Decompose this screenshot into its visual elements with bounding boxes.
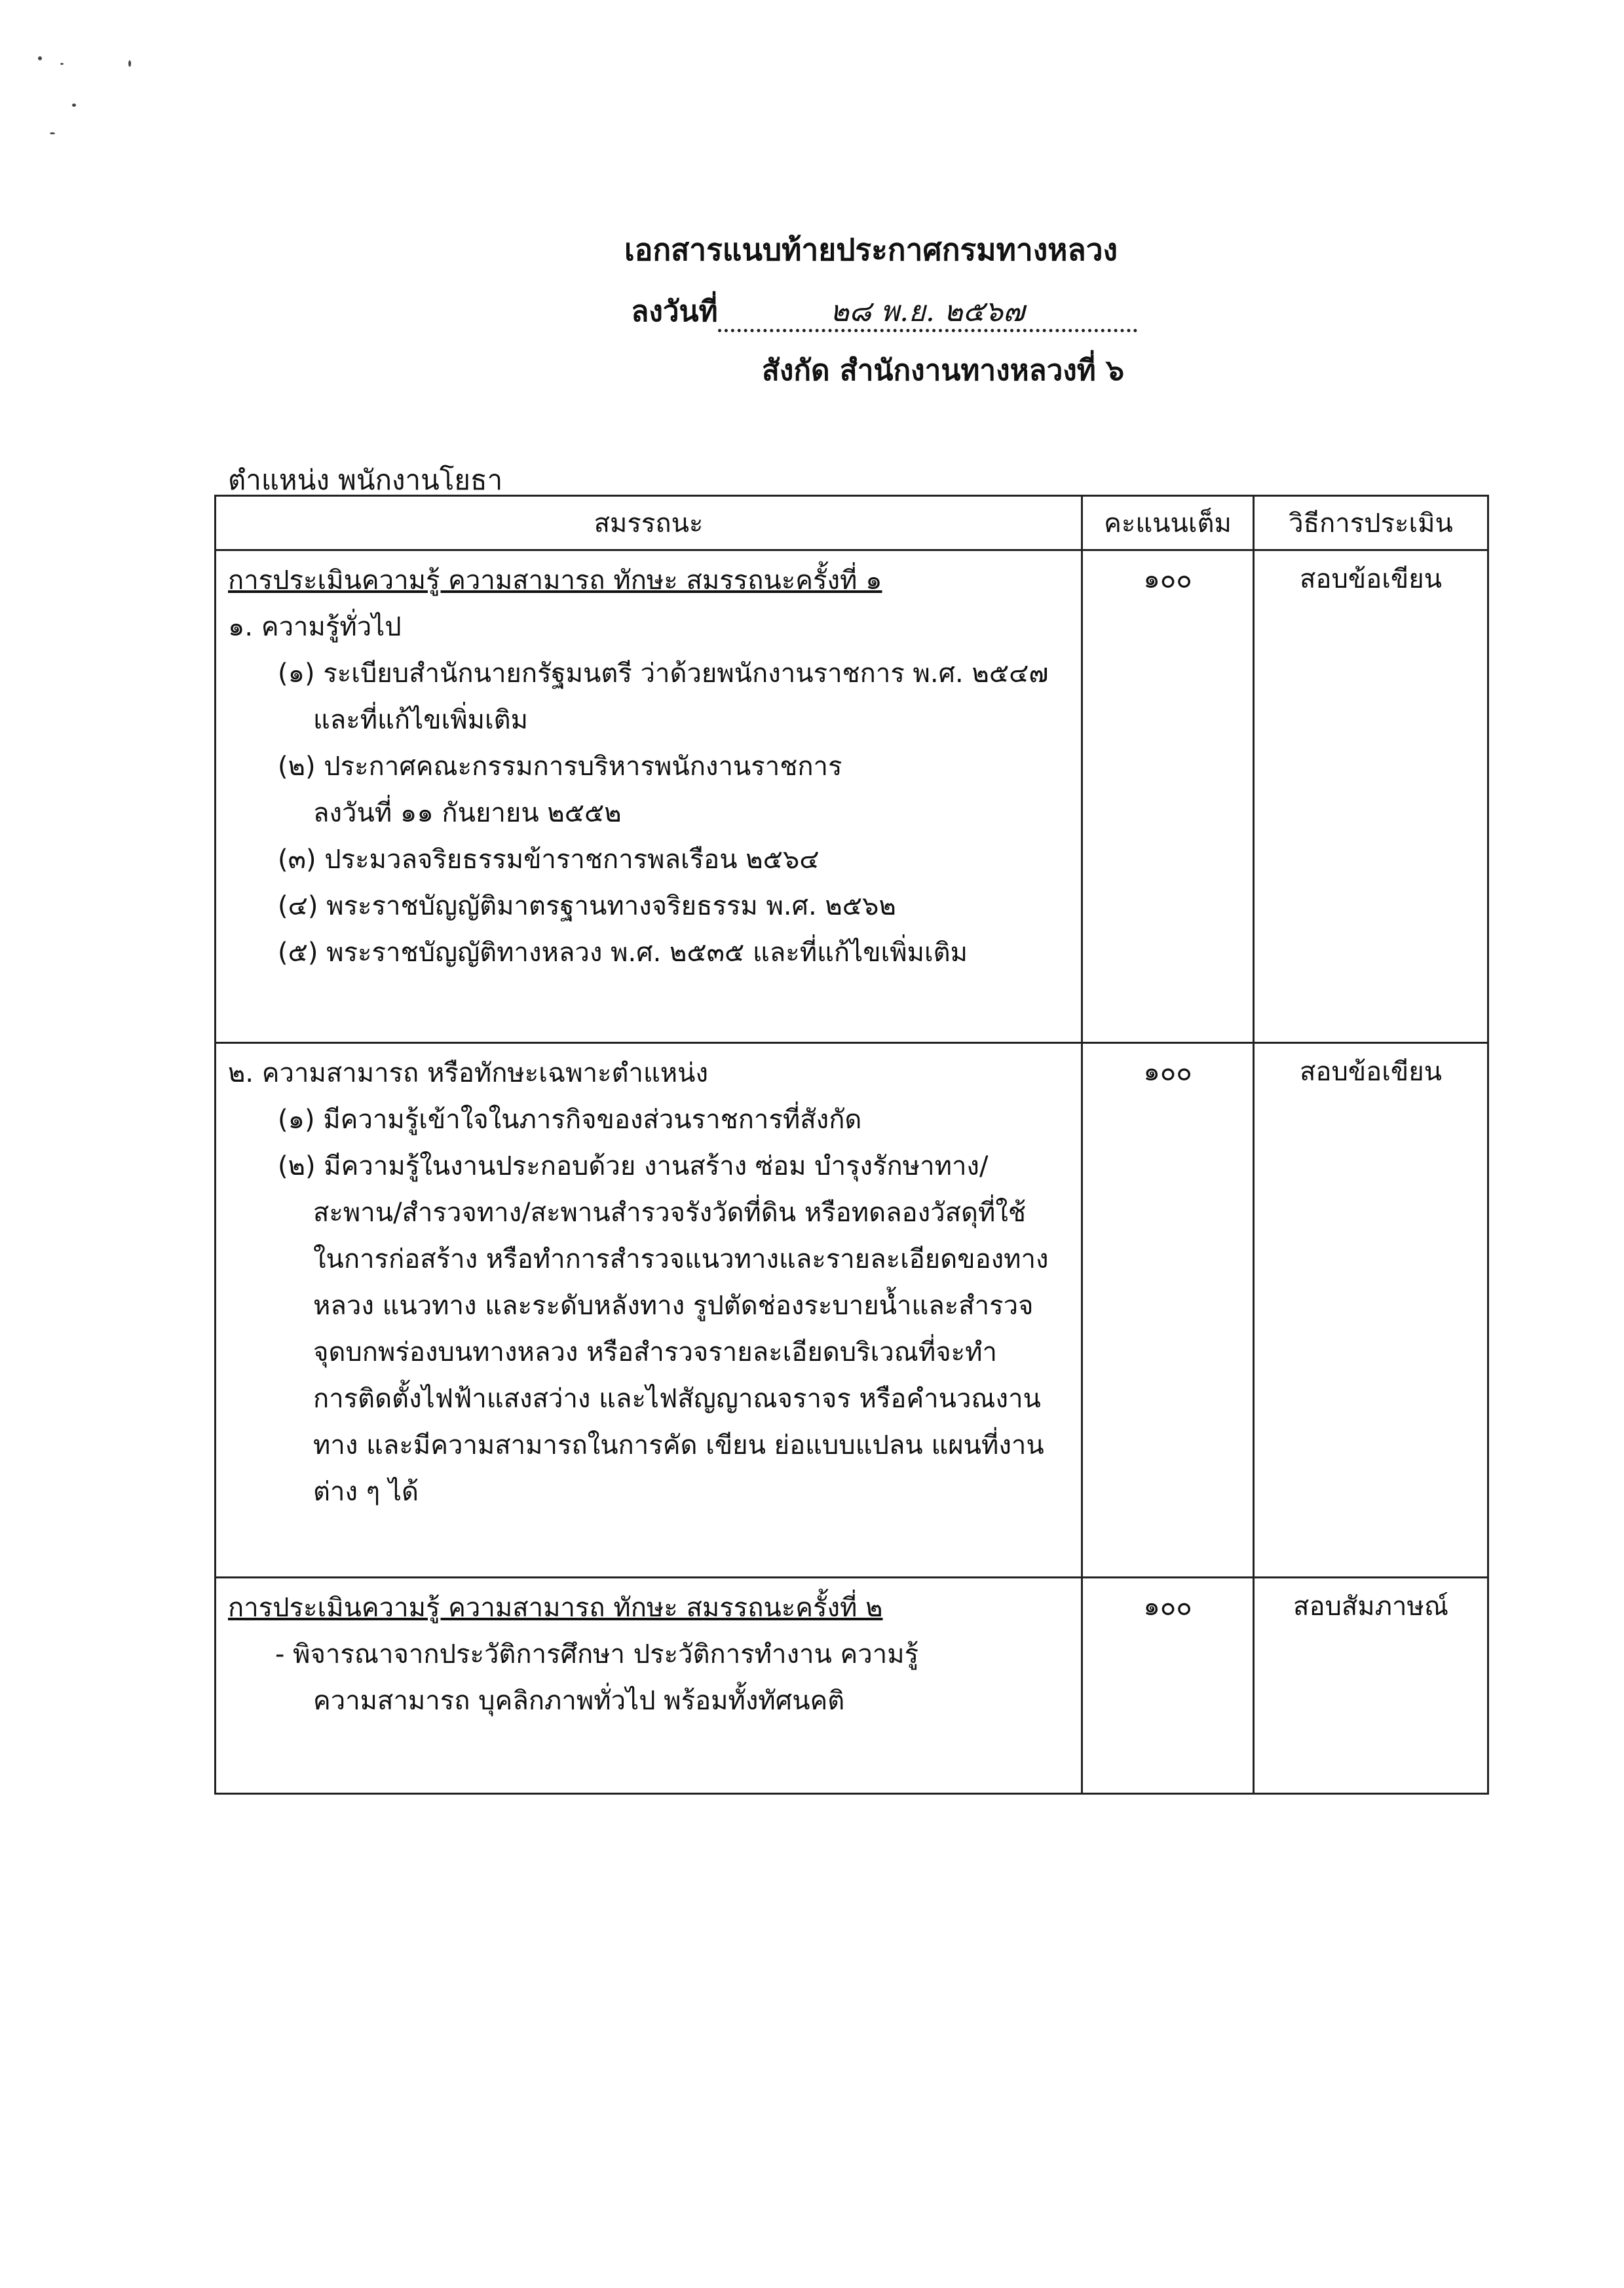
section-general-knowledge: ๑. ความรู้ทั่วไป (228, 612, 402, 642)
scan-speck (128, 60, 131, 67)
competency-cell (216, 550, 1082, 1043)
table-row (216, 1043, 1488, 1578)
scan-speck (72, 104, 76, 107)
table-row (216, 550, 1488, 1043)
full-score: ๑๐๐ (1082, 1043, 1254, 1578)
list-item: (๒) ประกาศคณะกรรมการบริหารพนักงานราชการ (278, 752, 842, 782)
list-item: และที่แก้ไขเพิ่มเติม (313, 705, 529, 735)
table-row (216, 1578, 1488, 1794)
header-full-score: คะแนนเต็ม (1082, 496, 1254, 550)
list-item: ต่าง ๆ ได้ (313, 1477, 419, 1507)
header-method: วิธีการประเมิน (1254, 496, 1488, 550)
list-item: (๑) ระเบียบสำนักนายกรัฐมนตรี ว่าด้วยพนักงานราชการ พ.ศ. ๒๕๔๗ (278, 658, 1049, 689)
list-item: (๒) มีความรู้ในงานประกอบด้วย งานสร้าง ซ่อม บำรุงรักษาทาง/ (278, 1151, 989, 1181)
list-item: ความสามารถ บุคลิกภาพทั่วไป พร้อมทั้งทัศนคติ (313, 1686, 845, 1716)
list-item: (๑) มีความรู้เข้าใจในภารกิจของส่วนราชการที่สังกัด (278, 1105, 862, 1135)
assessment-method: สอบสัมภาษณ์ (1254, 1578, 1488, 1794)
competency-table (214, 495, 1489, 1795)
scan-speck (38, 56, 42, 60)
date-handwritten: ๒๘ พ.ย. ๒๕๖๗ (718, 295, 1137, 332)
document-date (72, 288, 1624, 334)
competency-cell (216, 1043, 1082, 1578)
list-item: การติดตั้งไฟฟ้าแสงสว่าง และไฟสัญญาณจราจร หรือคำนวณงาน (313, 1384, 1041, 1414)
scan-speck (50, 132, 55, 134)
scan-speck (60, 63, 64, 65)
full-score: ๑๐๐ (1082, 1578, 1254, 1794)
position-title: ตำแหน่ง พนักงานโยธา (228, 464, 503, 496)
section-specific-skills: ๒. ความสามารถ หรือทักษะเฉพาะตำแหน่ง (228, 1058, 708, 1088)
assessment-method: สอบข้อเขียน (1254, 1043, 1488, 1578)
list-item: จุดบกพร่องบนทางหลวง หรือสำรวจรายละเอียดบริเวณที่จะทำ (313, 1337, 997, 1367)
list-item: (๓) ประมวลจริยธรรมข้าราชการพลเรือน ๒๕๖๔ (278, 845, 820, 875)
list-item: (๕) พระราชบัญญัติทางหลวง พ.ศ. ๒๕๓๕ และที่แก้ไขเพิ่มเติม (278, 938, 968, 968)
list-item: สะพาน/สำรวจทาง/สะพานสำรวจรังวัดที่ดิน หรือทดลองวัสดุที่ใช้ (313, 1198, 1027, 1228)
date-label: ลงวันที่ (631, 295, 718, 328)
list-item: ทาง และมีความสามารถในการคัด เขียน ย่อแบบแปลน แผนที่งาน (313, 1430, 1044, 1460)
competency-cell (216, 1578, 1082, 1794)
assessment-method: สอบข้อเขียน (1254, 550, 1488, 1043)
assessment-heading-2: การประเมินความรู้ ความสามารถ ทักษะ สมรรถนะครั้งที่ ๒ (228, 1593, 883, 1623)
list-item: หลวง แนวทาง และระดับหลังทาง รูปตัดช่องระบายน้ำและสำรวจ (313, 1291, 1034, 1321)
list-item: (๔) พระราชบัญญัติมาตรฐานทางจริยธรรม พ.ศ. ๒๕๖๒ (278, 891, 896, 921)
list-item: - พิจารณาจากประวัติการศึกษา ประวัติการทำงาน ความรู้ (275, 1639, 919, 1669)
header-competency: สมรรถนะ (216, 496, 1082, 550)
list-item: ในการก่อสร้าง หรือทำการสำรวจแนวทางและรายละเอียดของทาง (313, 1244, 1049, 1274)
assessment-heading-1: การประเมินความรู้ ความสามารถ ทักษะ สมรรถนะครั้งที่ ๑ (228, 565, 882, 596)
document-title: เอกสารแนบท้ายประกาศกรมทางหลวง (624, 232, 1118, 267)
document-unit: สังกัด สำนักงานทางหลวงที่ ๖ (761, 354, 1125, 387)
full-score: ๑๐๐ (1082, 550, 1254, 1043)
list-item: ลงวันที่ ๑๑ กันยายน ๒๕๕๒ (313, 798, 622, 828)
table-header-row (216, 496, 1488, 550)
